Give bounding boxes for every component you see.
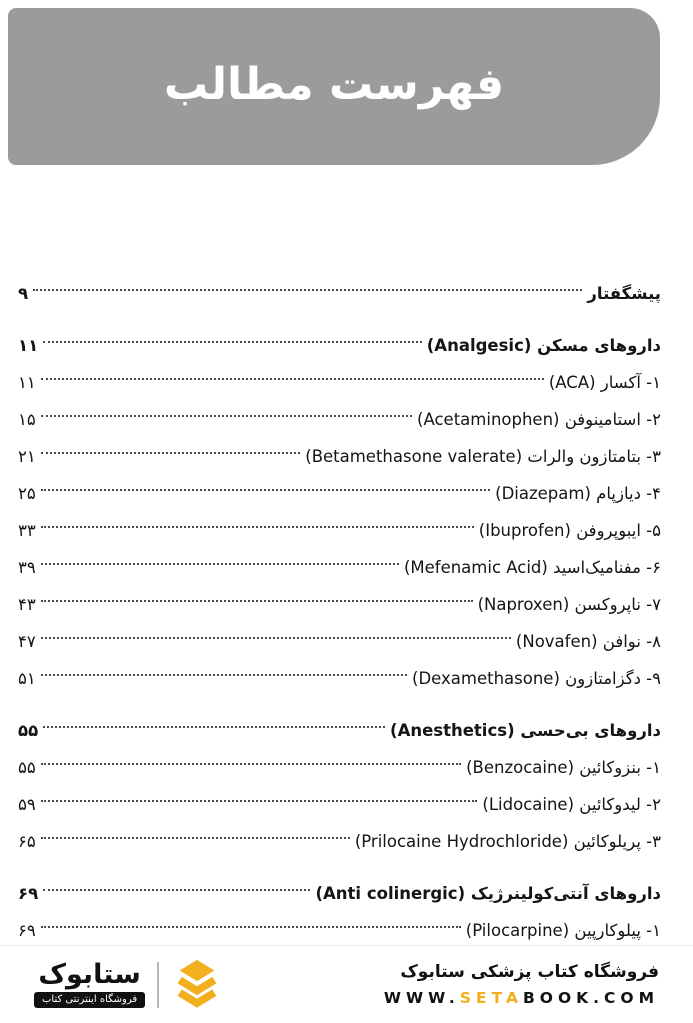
toc-row [18, 586, 661, 623]
toc-entry-label: ۸- نوافن (Novafen) [515, 632, 661, 651]
toc-leader-dots [43, 341, 422, 343]
toc-leader-dots [41, 563, 399, 565]
url-suffix: BOOK.COM [522, 989, 659, 1007]
toc-entry-label: ۵- ایبوپروفن (Ibuprofen) [478, 521, 661, 540]
toc-row [18, 660, 661, 697]
toc-entry-label: ۱- بنزوکائین (Benzocaine) [466, 758, 661, 777]
setabook-chevron-icon [171, 957, 223, 1013]
toc-row [18, 475, 661, 512]
toc-entry-label: ۲- لیدوکائین (Lidocaine) [482, 795, 661, 814]
toc-row [18, 786, 661, 823]
toc-entry-label: ۱- پیلوکارپین (Pilocarpine) [465, 921, 661, 940]
toc-leader-dots [33, 289, 582, 291]
toc-leader-dots [41, 378, 544, 380]
logo-divider [157, 962, 159, 1008]
toc-leader-dots [41, 637, 511, 639]
url-prefix: WWW. [383, 989, 460, 1007]
toc-page-number: ۳۳ [18, 521, 36, 540]
toc-leader-dots [41, 489, 490, 491]
logo-wordmark-block [34, 958, 145, 1008]
toc-entry-label: داروهای بی‌حسی (Anesthetics) [390, 721, 661, 740]
logo-tagline: فروشگاه اینترنتی کتاب [34, 992, 145, 1008]
toc-page-number: ۴۷ [18, 632, 36, 651]
header-banner [8, 8, 660, 165]
toc-row [18, 749, 661, 786]
footer-text [384, 962, 659, 1007]
toc-row [18, 438, 661, 475]
toc-entry-label: ۳- بتامتازون والرات (Betamethasone valerate) [305, 447, 661, 466]
toc-page-number: ۶۵ [18, 832, 36, 851]
toc-leader-dots [41, 763, 461, 765]
toc-page-number: ۵۵ [18, 758, 36, 777]
toc-leader-dots [41, 415, 412, 417]
toc-row [18, 623, 661, 660]
toc-leader-dots [41, 674, 407, 676]
toc-row [18, 823, 661, 860]
toc-entry-label: ۶- مفنامیک‌اسید (Mefenamic Acid) [403, 558, 661, 577]
toc-page-number: ۵۵ [18, 721, 39, 740]
toc-row [18, 875, 661, 912]
toc-entry-label: ۳- پریلوکائین (Prilocaine Hydrochloride) [354, 832, 661, 851]
toc-list [18, 260, 661, 949]
toc-row [18, 275, 661, 312]
store-name-text: فروشگاه کتاب پزشکی ستابوک [400, 962, 659, 982]
toc-page-number: ۳۹ [18, 558, 36, 577]
toc-leader-dots [41, 526, 474, 528]
toc-leader-dots [41, 452, 301, 454]
setabook-logo [34, 957, 223, 1013]
toc-leader-dots [41, 800, 478, 802]
toc-entry-label: ۷- ناپروکسن (Naproxen) [477, 595, 661, 614]
toc-page-number: ۶۹ [18, 921, 36, 940]
toc-row [18, 401, 661, 438]
toc-entry-label: ۲- استامینوفن (Acetaminophen) [417, 410, 661, 429]
toc-page-number: ۵۱ [18, 669, 36, 688]
toc-row [18, 912, 661, 949]
toc-page-number: ۶۹ [18, 884, 39, 903]
toc-row [18, 549, 661, 586]
toc-page-number: ۵۹ [18, 795, 36, 814]
toc-entry-label: داروهای آنتی‌کولینرژیک (Anti colinergic) [315, 884, 661, 903]
toc-row [18, 364, 661, 401]
toc-leader-dots [41, 600, 473, 602]
toc-page-number: ۴۳ [18, 595, 36, 614]
toc-entry-label: داروهای مسکن (Analgesic) [426, 336, 661, 355]
toc-leader-dots [43, 726, 385, 728]
logo-wordmark: ستابوک [38, 958, 141, 990]
website-url [384, 989, 659, 1007]
toc-leader-dots [41, 926, 461, 928]
page-title: فهرست مطالب [163, 59, 505, 110]
toc-entry-label: ۱- آکسار (ACA) [548, 373, 661, 392]
toc-page-number: ۱۵ [18, 410, 36, 429]
toc-page-number: ۱۱ [18, 336, 39, 355]
toc-page-number: ۹ [18, 284, 29, 303]
url-highlight: SETA [459, 989, 523, 1007]
toc-page-number: ۲۱ [18, 447, 36, 466]
toc-row [18, 327, 661, 364]
footer [0, 945, 693, 1023]
toc-row [18, 512, 661, 549]
toc-entry-label: ۴- دیازپام (Diazepam) [495, 484, 661, 503]
toc-entry-label: ۹- دگزامتازون (Dexamethasone) [412, 669, 661, 688]
toc-page-number: ۱۱ [18, 373, 36, 392]
toc-row [18, 712, 661, 749]
toc-entry-label: پیشگفتار [587, 284, 661, 303]
toc-page-number: ۲۵ [18, 484, 36, 503]
toc-leader-dots [43, 889, 310, 891]
toc-leader-dots [41, 837, 350, 839]
